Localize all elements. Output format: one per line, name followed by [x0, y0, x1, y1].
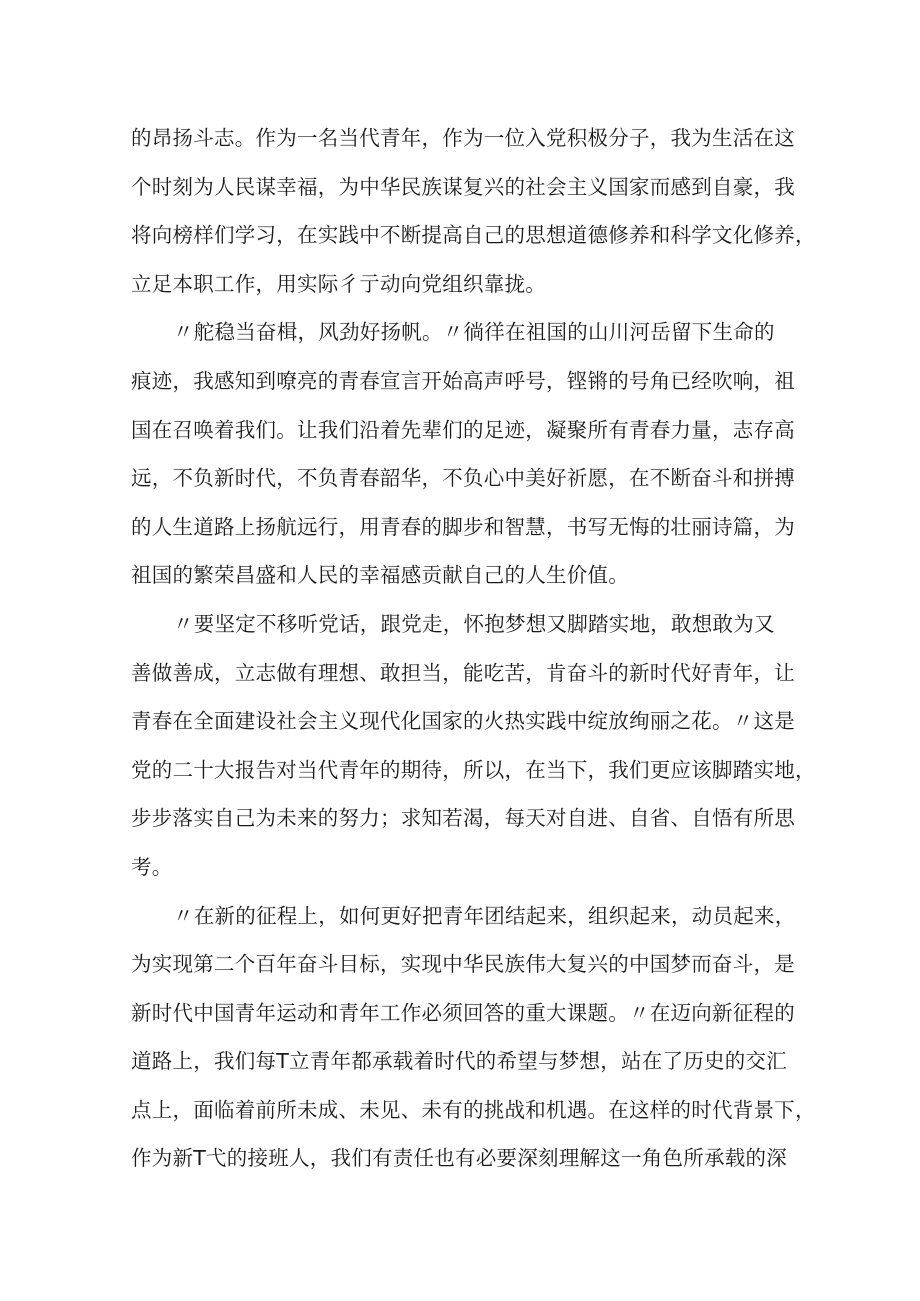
- text-line: 作为新T弋的接班人，我们有责任也有必要深刻理解这一角色所承载的深: [131, 1146, 788, 1171]
- paragraph-4: [131, 892, 816, 1184]
- paragraph-2: [131, 308, 793, 600]
- text-line: 祖国的繁荣昌盛和人民的幸福感贡献自己的人生价值。: [131, 563, 629, 588]
- text-line: 新时代中国青年运动和青年工作必须回答的重大课题。〃在迈向新征程的: [131, 1000, 795, 1025]
- text-line: 远，不负新时代，不负青春韶华，不负心中美好祈愿，在不断奋斗和拼搏: [131, 466, 795, 491]
- text-line: 国在召唤着我们。让我们沿着先辈们的足迹，凝聚所有青春力量，志存高: [131, 417, 795, 442]
- text-line: 〃要坚定不移听党话，跟党走，怀抱梦想又脚踏实地，敢想敢为又: [173, 611, 775, 636]
- text-line: 善做善成，立志做有理想、敢担当，能吃苦，肯奋斗的新时代好青年，让: [131, 660, 795, 685]
- text-line: 党的二十大报告对当代青年的期待，所以，在当下，我们更应该脚踏实地，: [131, 757, 816, 782]
- text-line: 的昂扬斗志。作为一名当代青年，作为一位入党积极分子，我为生活在这: [131, 126, 795, 150]
- paragraph-1: [131, 114, 816, 308]
- text-line: 青春在全面建设社会主义现代化国家的火热实践中绽放绚丽之花。〃这是: [131, 709, 795, 734]
- text-line: 道路上，我们每T立青年都承载着时代的希望与梦想，站在了历史的交汇: [131, 1049, 788, 1074]
- text-line: 痕迹，我感知到嘹亮的青春宣言开始高声呼号，铿锵的号角已经吹响，祖: [131, 368, 795, 393]
- text-line: 〃舵稳当奋楫，风劲好扬帆。〃徜徉在祖国的山川河岳留下生命的: [173, 320, 775, 345]
- text-line: 个时刻为人民谋幸福，为中华民族谋复兴的社会主义国家而感到自豪，我: [131, 174, 795, 199]
- text-line: 将向榜样们学习，在实践中不断提高自己的思想道德修养和科学文化修养，: [131, 223, 816, 248]
- text-line: 点上，面临着前所未成、未见、未有的挑战和机遇。在这样的时代背景下，: [131, 1097, 816, 1122]
- document-body: [131, 114, 816, 1183]
- text-line: 步步落实自己为未来的努力；求知若渴，每天对自进、自省、自悟有所思: [131, 806, 795, 831]
- text-line: 为实现第二个百年奋斗目标，实现中华民族伟大复兴的中国梦而奋斗，是: [131, 952, 795, 977]
- text-line: 立足本职工作，用实际彳亍动向党组织靠拢。: [131, 271, 546, 296]
- text-line: 〃在新的征程上，如何更好把青年团结起来，组织起来，动员起来，: [173, 903, 796, 928]
- text-line: 考。: [131, 854, 173, 879]
- text-line: 的人生道路上扬航远行，用青春的脚步和智慧，书写无悔的壮丽诗篇，为: [131, 514, 795, 539]
- paragraph-3: [131, 600, 816, 892]
